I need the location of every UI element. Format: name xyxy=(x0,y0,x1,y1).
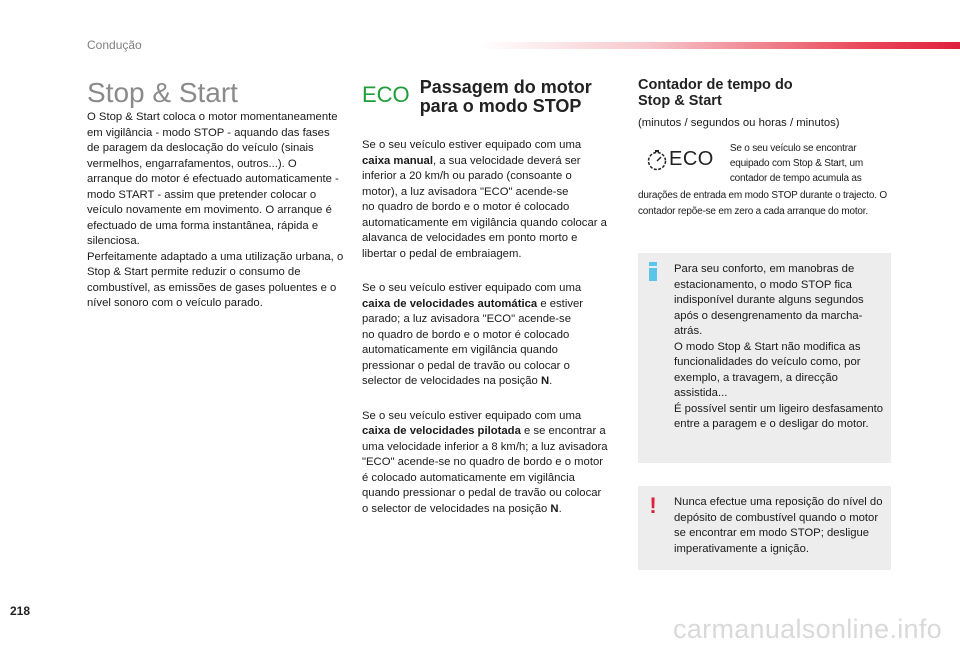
section-title: Condução xyxy=(87,38,142,52)
intro-column xyxy=(87,78,345,329)
bold-term: caixa manual xyxy=(362,154,433,167)
eco-label: ECO xyxy=(669,147,714,170)
eco-counter-icon xyxy=(646,149,714,171)
counter-description: Se o seu veículo se encontrar equipado com Stop & Start, um contador de tempo acumula as xyxy=(729,142,864,184)
automatic-gearbox-paragraph xyxy=(362,281,608,390)
counter-row xyxy=(646,141,892,186)
text-span: Se o seu veículo estiver equipado com uma xyxy=(362,409,582,422)
warning-icon: ! xyxy=(649,493,657,518)
piloted-gearbox-paragraph xyxy=(362,409,608,518)
bold-term: N xyxy=(540,375,550,387)
warning-note xyxy=(638,486,891,570)
text-span: e se encontrar a uma velocidade inferior a 8 km/h; a luz avisadora "ECO" acende-se no quadro de bordo e o motor é colocado automaticamente em vigilância quando pressionar o pedal de travão ou colocar o selector de velocidades na posição xyxy=(362,425,608,515)
warning-note-text: Nunca efectue uma reposição do nível do depósito de combustível quando o motor se encontrar em modo STOP; desligue imperativamente a ignição. xyxy=(674,496,883,555)
header-accent-bar xyxy=(480,42,960,49)
text-span: . xyxy=(549,375,553,387)
counter-title-line2: Stop & Start xyxy=(638,92,722,109)
info-note xyxy=(638,253,891,463)
info-note-text: Para seu conforto, em manobras de estacionamento, o modo STOP fica indisponível durante alguns segundos após o desengrenamento da marcha-atrás. O modo Stop & Start não modifica as funcionalidades do veículo como, por exemplo, a travagem, a direcção assistida... É possível sentir um ligeiro desfasamento entre a paragem e o desligar do motor. xyxy=(674,263,884,430)
intro-paragraph: O Stop & Start coloca o motor momentaneamente em vigilância - modo STOP - aquando das fases de paragem da deslocação do veículo (sinais vermelhos, engarrafamentos, outros...). O arranque do motor é efectuado automaticamente - modo START - assim que pretender colocar o veículo novamente em movimento. O arranque é efectuado de uma forma instantânea, rápida e silenciosa. Perfeitamente adaptado a uma utilização urbana, o Stop & Start permite reduzir o consumo de combustível, as emissões de gases poluentes e o nível sonoro com o veículo parado. xyxy=(87,111,344,309)
counter-subtitle: (minutos / segundos ou horas / minutos) xyxy=(638,117,840,129)
stop-mode-column xyxy=(362,78,608,536)
watermark: carmanualsonline.info xyxy=(673,614,942,644)
stop-mode-title-line1: Passagem do motor xyxy=(419,77,592,97)
counter-title-line1: Contador de tempo do xyxy=(638,77,793,93)
text-span: . xyxy=(558,502,562,515)
stop-mode-title xyxy=(420,78,592,116)
stop-mode-heading xyxy=(362,78,608,116)
stopwatch-icon xyxy=(646,149,668,171)
bold-term: caixa de velocidades automática xyxy=(362,297,538,310)
bold-term: N xyxy=(550,502,559,515)
bold-term: caixa de velocidades pilotada xyxy=(362,425,521,437)
text-span: e estiver parado; a luz avisadora "ECO" acende-se no quadro de bordo e o motor é colocado automaticamente em vigilância quando pressionar o pedal de travão ou colocar o selector de velocidades na posição xyxy=(362,297,584,387)
manual-gearbox-paragraph xyxy=(362,138,608,262)
text-span: Se o seu veículo estiver equipado com uma xyxy=(362,139,582,151)
text-span: , a sua velocidade deverá ser inferior a 20 km/h ou parado (consoante o motor), a luz avisadora "ECO" acende-se no quadro de bordo e o motor é colocado automaticamente em vigilância quando colocar a alavanca de velocidades em ponto morto e libertar o pedal de embraiagem. xyxy=(362,154,607,260)
info-icon xyxy=(648,262,658,282)
page-number: 218 xyxy=(10,604,31,618)
counter-title xyxy=(638,78,892,109)
text-span: Se o seu veículo estiver equipado com uma xyxy=(362,282,582,294)
stop-mode-title-line2: para o modo STOP xyxy=(419,96,582,116)
eco-icon: ECO xyxy=(362,82,410,107)
counter-description-cont: durações de entrada em modo STOP durante o trajecto. O contador repõe-se em zero a cada arranque do motor. xyxy=(638,189,887,217)
page-title: Stop & Start xyxy=(87,77,238,108)
counter-column xyxy=(638,78,892,220)
